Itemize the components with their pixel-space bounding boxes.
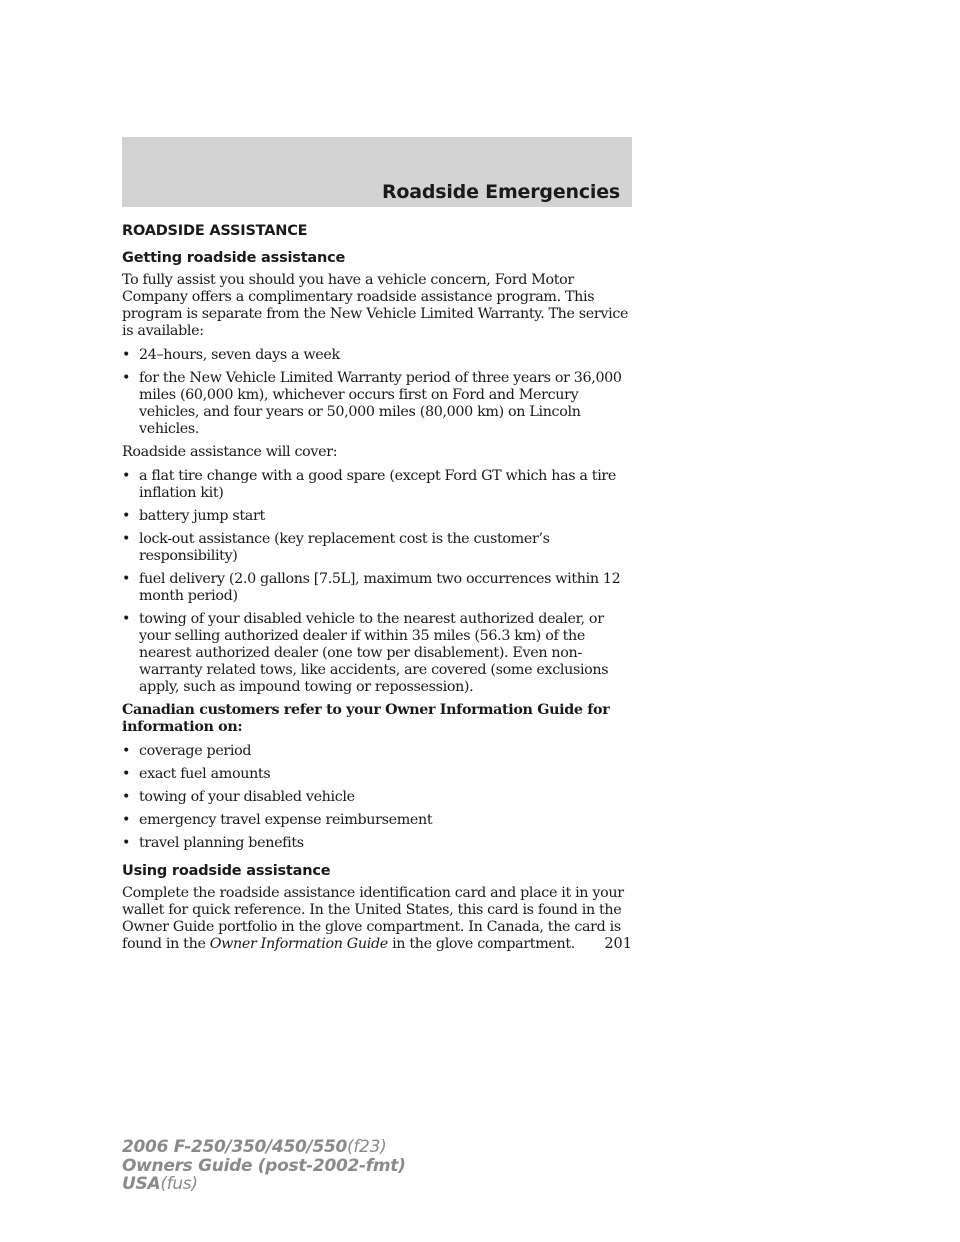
using-paragraph: Complete the roadside assistance identification card and place it in your wallet for quick reference. In the United States, this card is found in the Owner Guide portfolio in the glove compartment. In Canada, the card is found in the Owner Information Guide in the glove compartment. [122, 885, 624, 952]
coverage-list [122, 468, 632, 696]
document-footer [122, 1138, 406, 1194]
bullet-icon: • [122, 571, 131, 587]
owner-information-guide-reference: Owner Information Guide [209, 936, 388, 952]
footer-line-guide: Owners Guide (post-2002-fmt) [122, 1155, 406, 1176]
list-item: • battery jump start [122, 508, 265, 524]
list-item: • towing of your disabled vehicle to the nearest authorized dealer, or your selling authorized dealer if within 35 miles (56.3 km) of the nearest authorized dealer (one tow per disablement). Even non-warranty related tows, like accidents, are covered (some exclusions apply, such as impound towing or repossession). [122, 611, 609, 695]
bullet-icon: • [122, 743, 131, 759]
intro-paragraph: To fully assist you should you have a vehicle concern, Ford Motor Company offers a complimentary roadside assistance program. This program is separate from the New Vehicle Limited Warranty. The service is available: [122, 272, 629, 339]
using-assistance-heading: Using roadside assistance [122, 863, 331, 879]
section-heading: ROADSIDE ASSISTANCE [122, 223, 308, 239]
list-item: • fuel delivery (2.0 gallons [7.5L], maximum two occurrences within 12 month period) [122, 571, 621, 604]
bullet-icon: • [122, 370, 131, 386]
availability-list [122, 347, 632, 438]
bullet-icon: • [122, 468, 131, 484]
bullet-icon: • [122, 508, 131, 524]
bullet-icon: • [122, 347, 131, 363]
list-item: • for the New Vehicle Limited Warranty period of three years or 36,000 miles (60,000 km), whichever occurs first on Ford and Mercury vehicles, and four years or 50,000 miles (80,000 km) on Lincoln vehicles. [122, 370, 622, 437]
footer-line-market: USA(fus) [122, 1174, 198, 1194]
bullet-icon: • [122, 789, 131, 805]
bullet-icon: • [122, 531, 131, 547]
list-item: • towing of your disabled vehicle [122, 789, 355, 805]
footer-line-model: 2006 F-250/350/450/550(f23) [122, 1137, 387, 1157]
canadian-note: Canadian customers refer to your Owner Information Guide for information on: [122, 702, 610, 735]
page-number: 201 [604, 936, 632, 952]
list-item: • travel planning benefits [122, 835, 304, 851]
bullet-icon: • [122, 835, 131, 851]
list-item: • exact fuel amounts [122, 766, 271, 782]
list-item: • 24–hours, seven days a week [122, 347, 340, 363]
bullet-icon: • [122, 812, 131, 828]
list-item: • lock-out assistance (key replacement cost is the customer’s responsibility) [122, 531, 550, 564]
section-header-title: Roadside Emergencies [381, 181, 620, 203]
coverage-intro: Roadside assistance will cover: [122, 444, 338, 460]
list-item: • coverage period [122, 743, 252, 759]
section-header-band [122, 137, 632, 207]
list-item: • a flat tire change with a good spare (except Ford GT which has a tire inflation kit) [122, 468, 617, 501]
page-content [122, 222, 632, 960]
canadian-list [122, 743, 632, 852]
bullet-icon: • [122, 766, 131, 782]
list-item: • emergency travel expense reimbursement [122, 812, 433, 828]
bullet-icon: • [122, 611, 131, 627]
getting-assistance-heading: Getting roadside assistance [122, 250, 346, 266]
